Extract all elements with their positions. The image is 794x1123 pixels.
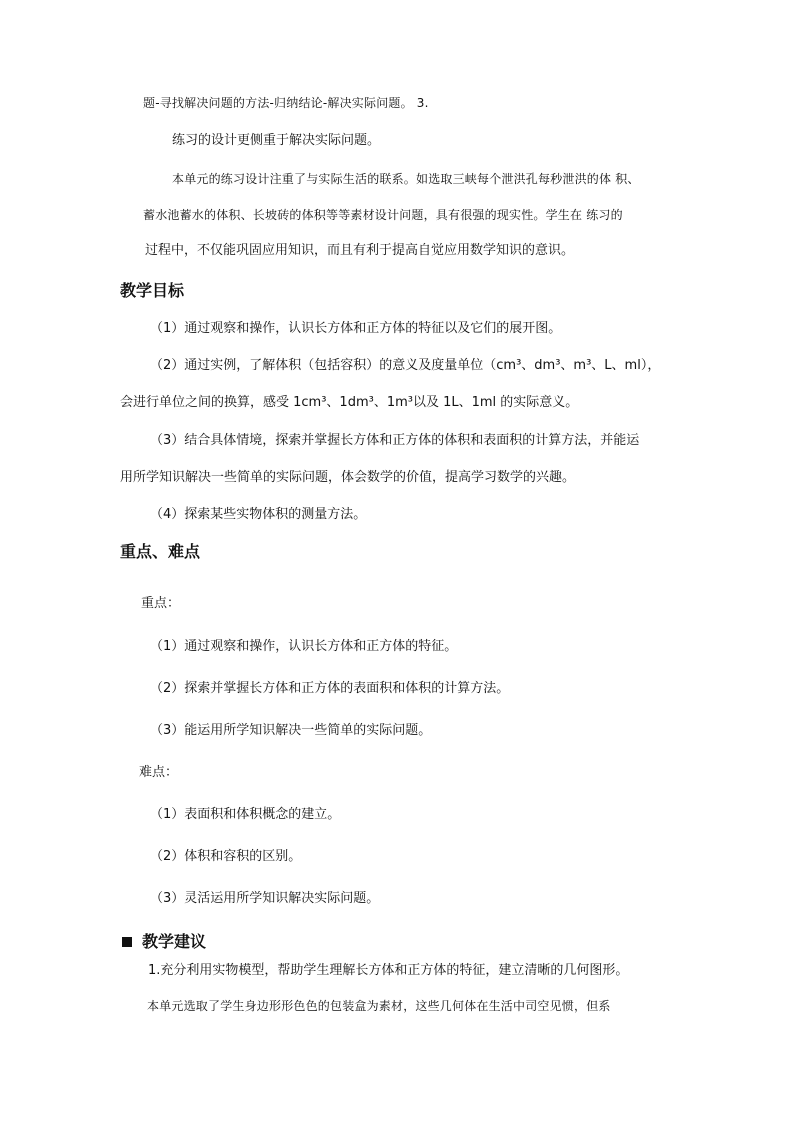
goal-item-4: （4）探索某些实物体积的测量方法。: [150, 507, 367, 522]
intro-line-4: 蓄水池蓄水的体积、长坡砖的体积等等素材设计问题，具有很强的现实性。学生在 练习的: [143, 208, 623, 222]
goal-item-3: （3）结合具体情境，探索并掌握长方体和正方体的体积和表面积的计算方法，并能运: [150, 433, 640, 448]
square-bullet-icon: [122, 937, 132, 947]
suggestion-paragraph: 本单元选取了学生身边形形色色的包装盒为素材，这些几何体在生活中司空见惯，但系: [147, 999, 611, 1013]
section-heading-key-points: 重点、难点: [120, 542, 201, 561]
difficulty-2: （2）体积和容积的区别。: [150, 849, 302, 864]
suggestions-heading-text: 教学建议: [142, 932, 207, 951]
intro-line-3: 本单元的练习设计注重了与实际生活的联系。如选取三峡每个泄洪孔每秒泄洪的体 积、: [172, 172, 640, 186]
goal-item-2-continued: 会进行单位之间的换算，感受 1cm³、1dm³、1m³以及 1L、1ml 的实际意义。: [120, 395, 579, 410]
key-points-label: 重点：: [141, 596, 181, 611]
goal-item-1: （1）通过观察和操作，认识长方体和正方体的特征以及它们的展开图。: [150, 321, 562, 336]
difficulty-label: 难点：: [139, 765, 179, 780]
difficulty-1: （1）表面积和体积概念的建立。: [150, 807, 341, 822]
goal-item-3-continued: 用所学知识解决一些简单的实际问题，体会数学的价值，提高学习数学的兴趣。: [120, 470, 576, 485]
key-point-2: （2）探索并掌握长方体和正方体的表面积和体积的计算方法。: [150, 681, 510, 696]
intro-line-5: 过程中，不仅能巩固应用知识，而且有利于提高自觉应用数学知识的意识。: [145, 243, 575, 258]
key-point-1: （1）通过观察和操作，认识长方体和正方体的特征。: [150, 639, 458, 654]
intro-line-2: 练习的设计更侧重于解决实际问题。: [172, 133, 381, 148]
section-heading-goals: 教学目标: [120, 281, 185, 300]
difficulty-3: （3）灵活运用所学知识解决实际问题。: [150, 891, 380, 906]
suggestion-item-1: 1.充分利用实物模型，帮助学生理解长方体和正方体的特征，建立清晰的几何图形。: [148, 963, 629, 978]
key-point-3: （3）能运用所学知识解决一些简单的实际问题。: [150, 723, 432, 738]
goal-item-2: （2）通过实例，了解体积（包括容积）的意义及度量单位（cm³、dm³、m³、L、ml），: [150, 358, 661, 373]
section-heading-suggestions: [122, 932, 206, 952]
intro-line-1: 题-寻找解决问题的方法-归纳结论-解决实际问题。 3.: [143, 96, 429, 110]
